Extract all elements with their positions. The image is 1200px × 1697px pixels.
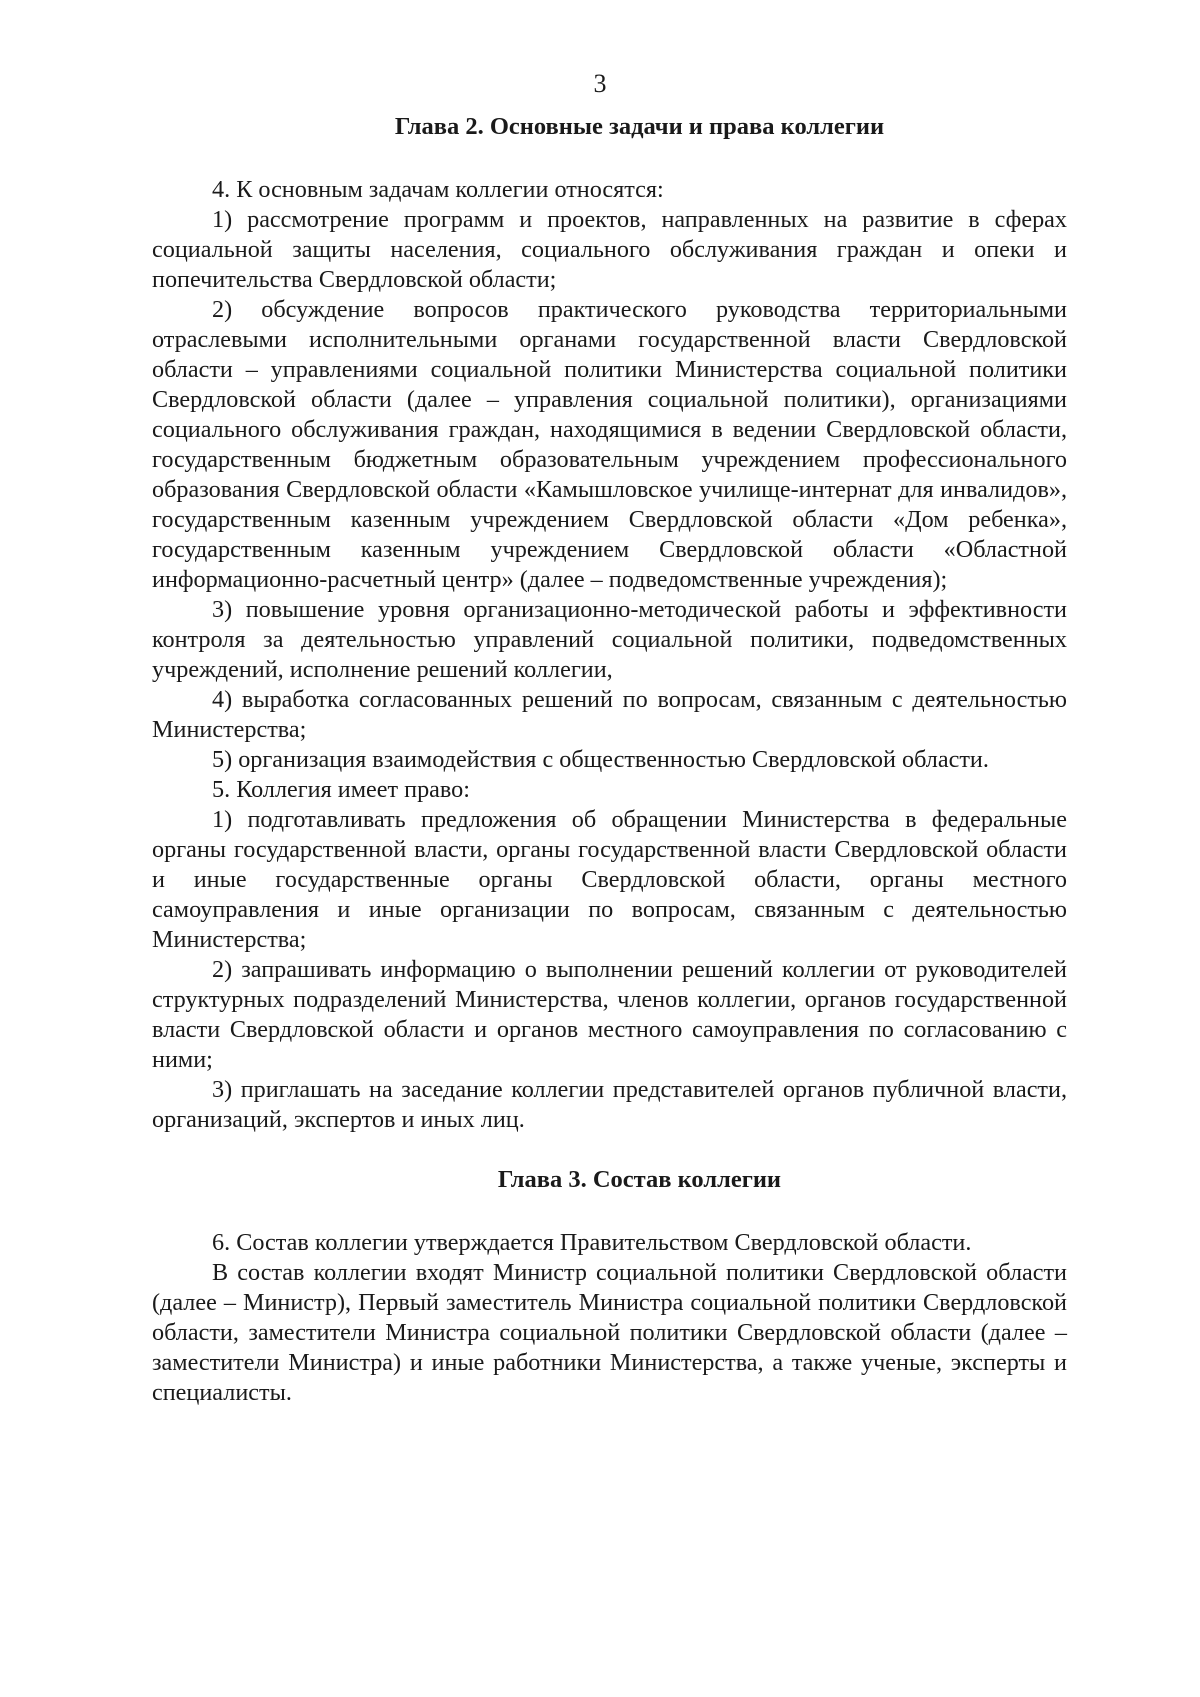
paragraph-4-intro: 4. К основным задачам коллегии относятся: xyxy=(212,176,664,203)
chapter-3-heading: Глава 3. Состав коллегии xyxy=(497,1166,782,1193)
task-item-2: 2) обсуждение вопросов практического руководства территориальными отраслевыми исполнительными органами государственной власти Свердловской области – управлениями социальной политики Министерства социальной политики Свердловской области (далее – управления социальной политики), организациями социального обслуживания граждан, находящимися в ведении Свердловской области, государственным бюджетным образовательным учреждением профессионального образования Свердловской области «Камышловское училище-интернат для инвалидов», государственным казенным учреждением Свердловской области «Дом ребенка», государственным казенным учреждением Свердловской области «Областной информационно-расчетный центр» (далее – подведомственные учреждения); xyxy=(152,296,1067,593)
right-item-2: 2) запрашивать информацию о выполнении решений коллегии от руководителей структурных подразделений Министерства, членов коллегии, органов государственной власти Свердловской области и органов местного самоуправления по согласованию с ними; xyxy=(152,956,1067,1073)
chapter-3-section xyxy=(152,1228,1067,1408)
right-item-3: 3) приглашать на заседание коллегии представителей органов публичной власти, организаций, экспертов и иных лиц. xyxy=(152,1076,1067,1133)
paragraph-5-intro: 5. Коллегия имеет право: xyxy=(212,776,470,803)
task-item-4: 4) выработка согласованных решений по вопросам, связанным с деятельностью Министерства; xyxy=(152,686,1067,743)
task-item-3: 3) повышение уровня организационно-методической работы и эффективности контроля за деятельностью управлений социальной политики, подведомственных учреждений, исполнение решений коллегии, xyxy=(152,596,1067,683)
chapter-2-heading: Глава 2. Основные задачи и права коллегии xyxy=(394,113,885,140)
task-item-1: 1) рассмотрение программ и проектов, направленных на развитие в сферах социальной защиты населения, социального обслуживания граждан и опеки и попечительства Свердловской области; xyxy=(152,206,1067,293)
page-number: 3 xyxy=(593,69,607,98)
right-item-1: 1) подготавливать предложения об обращении Министерства в федеральные органы государственной власти, органы государственной власти Свердловской области и иные государственные органы Свердловской области, органы местного самоуправления и иные организации по вопросам, связанным с деятельностью Министерства; xyxy=(152,806,1067,953)
paragraph-6-composition: В состав коллегии входят Министр социальной политики Свердловской области (далее – Министр), Первый заместитель Министра социальной политики Свердловской области, заместители Министра социальной политики Свердловской области (далее – заместители Министра) и иные работники Министерства, а также ученые, эксперты и специалисты. xyxy=(152,1259,1067,1406)
chapter-2-section xyxy=(152,175,1067,1135)
task-item-5: 5) организация взаимодействия с общественностью Свердловской области. xyxy=(212,746,989,773)
document-body xyxy=(152,112,1067,1408)
paragraph-6: 6. Состав коллегии утверждается Правительством Свердловской области. xyxy=(212,1229,972,1256)
